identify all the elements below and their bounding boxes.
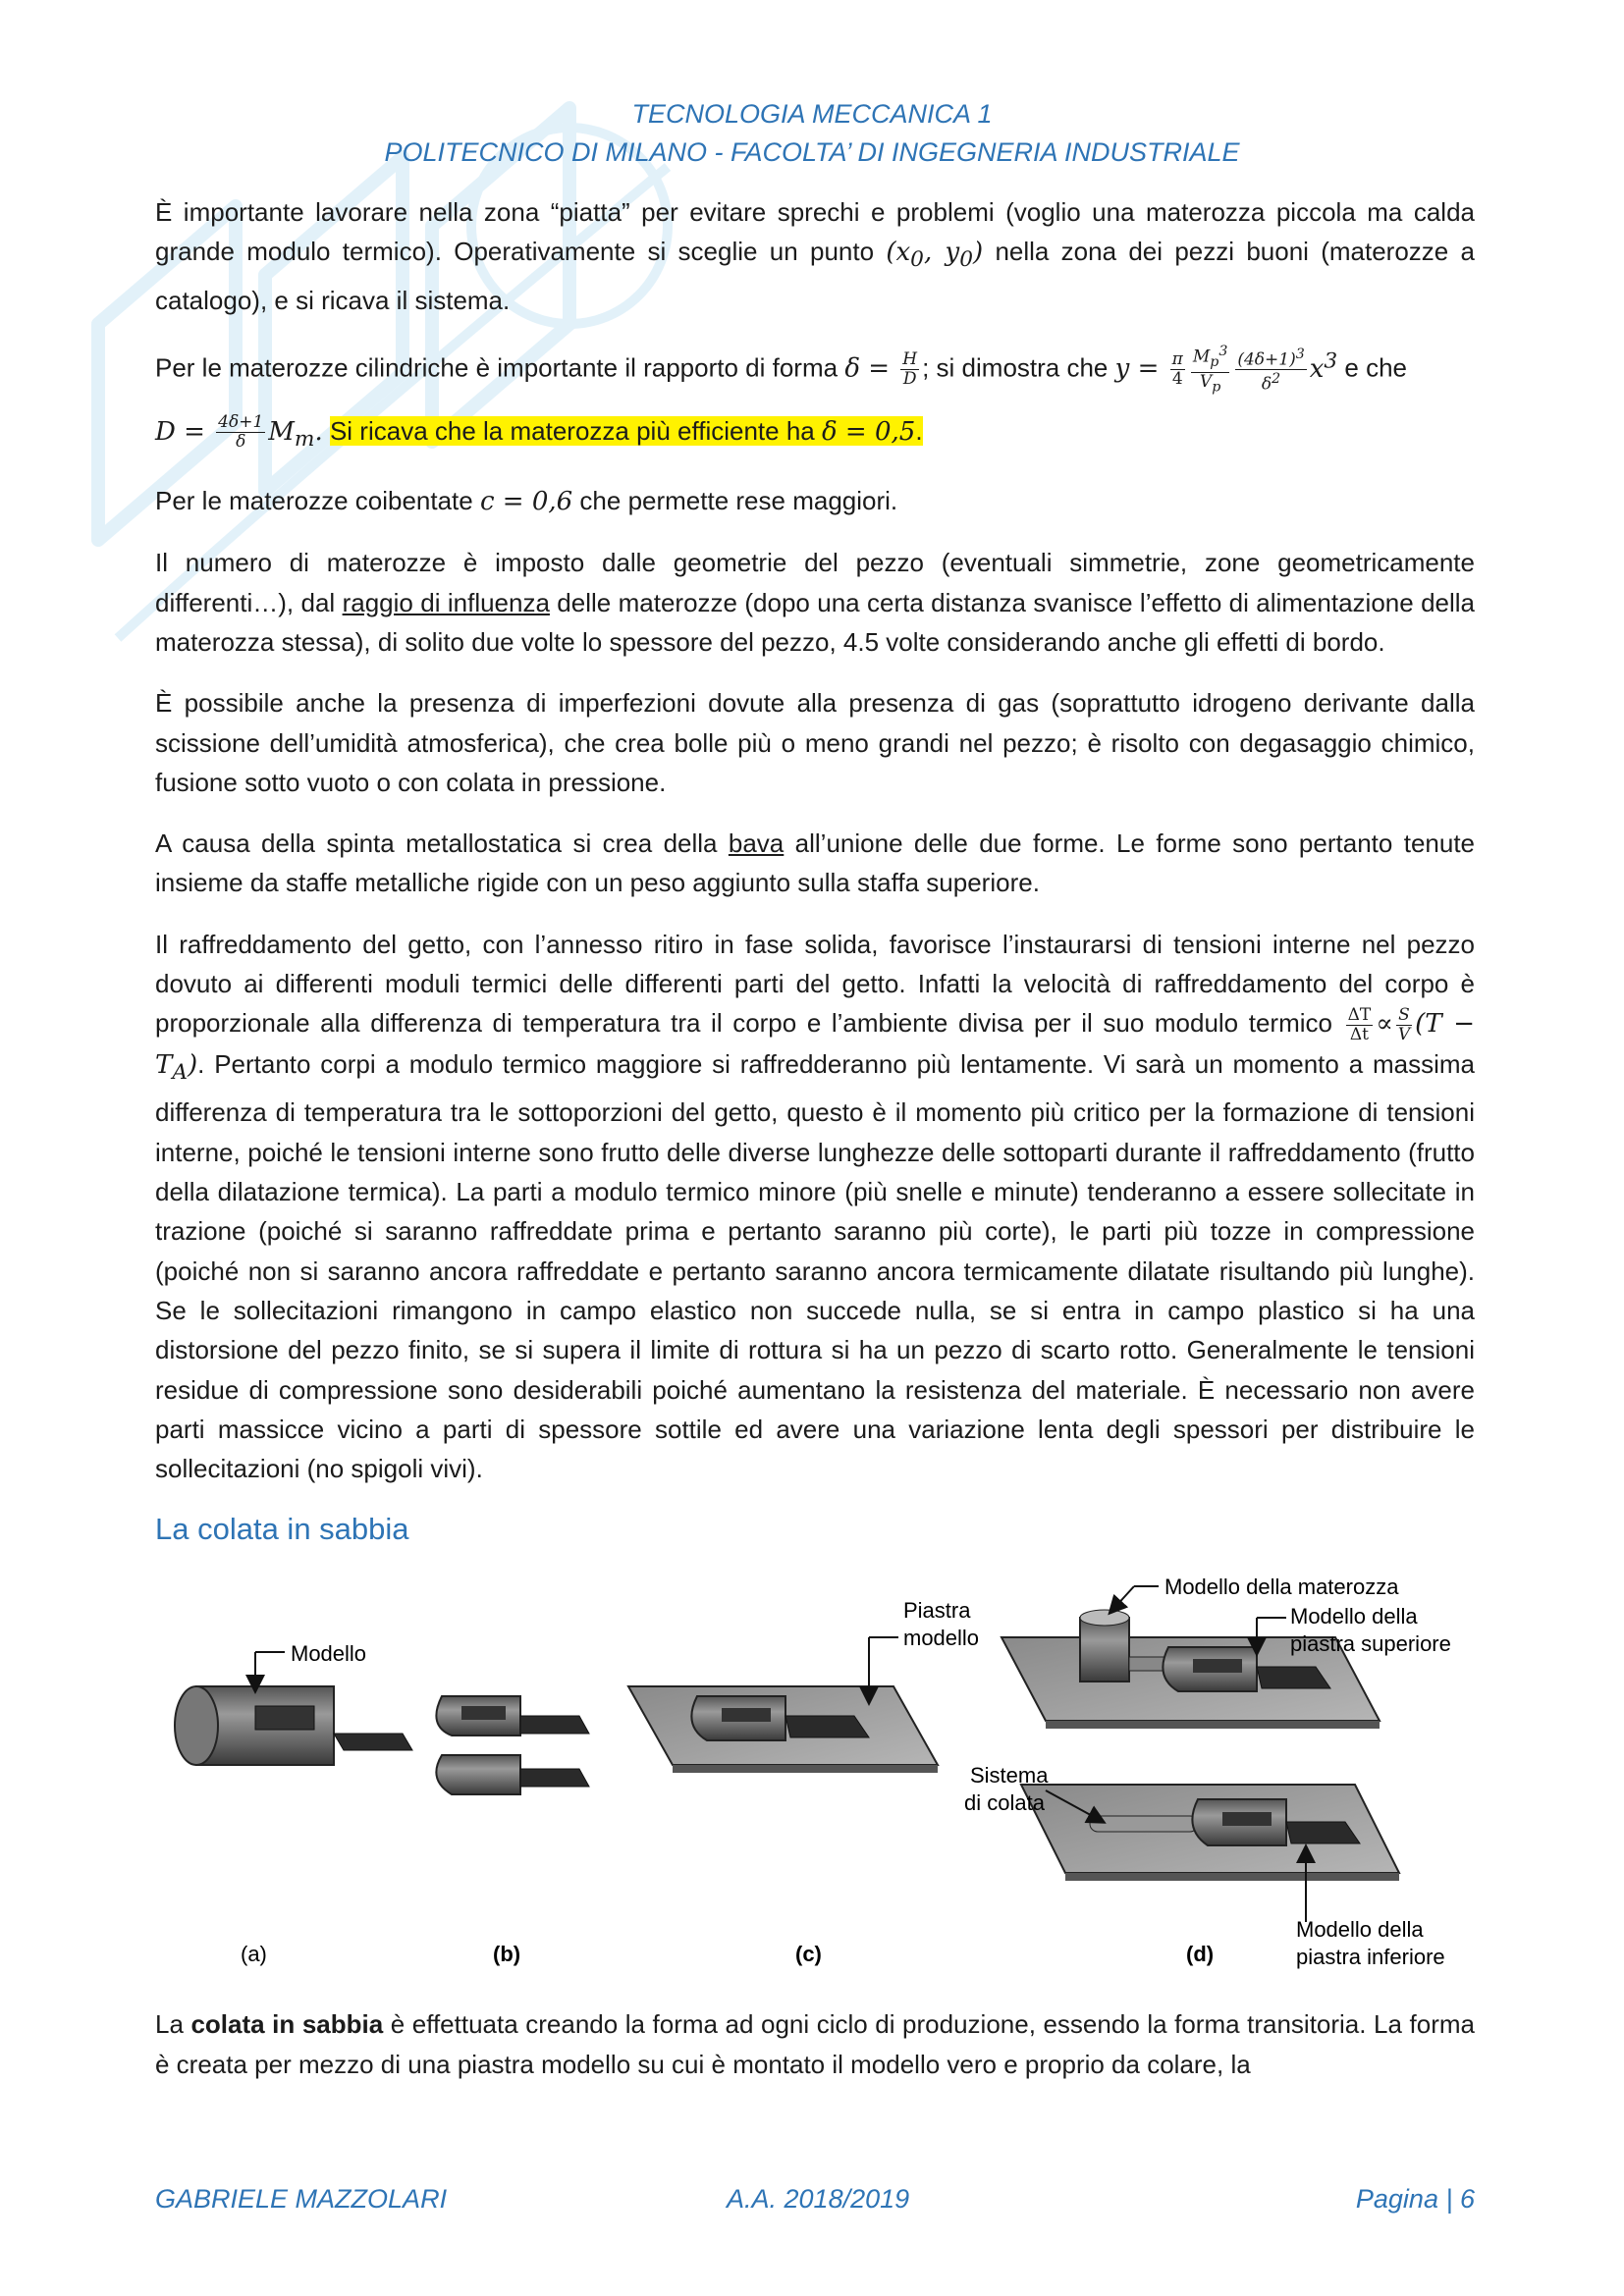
- caption-d: (d): [1186, 1942, 1215, 1967]
- math-x3: $x^3$: [1309, 348, 1338, 384]
- footer-author: GABRIELE MAZZOLARI: [155, 2184, 448, 2214]
- label-di-colata: di colata: [964, 1790, 1045, 1816]
- paragraph-bava: [155, 824, 1475, 903]
- fraction-sv: $\frac{S}{V}$: [1397, 1004, 1411, 1044]
- text-run: che permette rese maggiori.: [572, 486, 898, 516]
- text-run: Per le materozze coibentate: [155, 486, 480, 516]
- math-prop: ∝: [1376, 1009, 1393, 1040]
- bold-term: colata in sabbia: [190, 2009, 384, 2040]
- math-temp: $(T - T_A)$: [155, 1009, 1475, 1086]
- label-modello: Modello: [291, 1641, 367, 1667]
- text-run: Il raffreddamento del getto, con l’annesso ritiro in fase solida, favorisce l’instaurarsi di tensioni interne nel pezzo dovuto ai differenti moduli termici delle differenti parti del getto. Infatti la velocità di raffreddamento del corpo è proporzionale alla differenza di temperatura tra il corpo e l’ambiente divisa per il suo modulo termico: [155, 929, 1475, 1039]
- highlight-efficient: Si ricava che la materozza più efficiente ha δ = 0,5.: [329, 415, 923, 447]
- fraction-h-d: $\frac{H}{D}$: [902, 349, 918, 390]
- footer-page-number: Pagina | 6: [1355, 2184, 1475, 2214]
- text-run: . Pertanto corpi a modulo termico maggiore si raffredderanno più lentamente. Vi sarà un momento a massima differenza di temperatura tra le sottoporzioni del getto, questo è il momento più critico per la formazione di tensioni interne, poiché le tensioni interne sono frutto delle diverse lunghezze delle sottoparti durante il raffreddamento (frutto della dilatazione termica). La parti a modulo termico minore (più snelle e minute) tenderanno a essere sollecitate in trazione (poiché si saranno raffreddate prima e pertanto saranno più corte), le parti più tozze in compressione (poiché non si saranno ancora raffreddate e pertanto saranno ancora termicamente dilatate risultando più lunghe). Se le sollecitazioni rimangono in campo elastico non succede nulla, se si entra in campo plastico si ha una distorsione del pezzo finito, se si supera il limite di rottura si ha un pezzo di scarto rotto. Generalmente le tensioni residue di compressione sono desiderabili poiché aumentano la resistenza del materiale. È necessario non avere parti massicce vicino a parti di spessore sottile ed avere una variazione lenta degli spessori per distribuire le sollecitazioni (no spigoli vivi).: [155, 1048, 1475, 1484]
- paragraph-imperfezioni: È possibile anche la presenza di imperfezioni dovute alla presenza di gas (soprattutto idrogeno derivante dalla scissione dell’umidità atmosferica), che crea bolle più o meno grandi nel pezzo; è risolto con degasaggio chimico, fusione sotto vuoto o con colata in pressione.: [155, 688, 1475, 797]
- figure-part-b: [436, 1696, 589, 1966]
- paragraph-rapporto-forma: [155, 342, 1475, 398]
- header-university: POLITECNICO DI MILANO - FACOLTA’ DI INGEGNERIA INDUSTRIALE: [384, 137, 1240, 167]
- section-title: La colata in sabbia: [155, 1512, 409, 1547]
- text-run: È importante lavorare nella zona “piatta” per evitare sprechi e problemi (voglio una materozza piccola ma calda grande modulo termico). Operativamente si sceglie un punto: [155, 197, 1475, 267]
- fraction-diameter: $\frac{4\delta+1}{\delta}$: [218, 412, 264, 453]
- text-run: è effettuata creando la forma ad ogni ciclo di produzione, essendo la forma transitoria. La forma è creata per mezzo di una piastra modello su cui è montato il modello vero e proprio da colare, la: [155, 2009, 1475, 2079]
- text-run: ; si dimostra che: [922, 352, 1115, 383]
- figure-colata-sabbia: [147, 1559, 1467, 1991]
- underlined-term: bava: [728, 828, 785, 859]
- paragraph-diametro: [155, 411, 1475, 459]
- label-modello-materozza: Modello della materozza: [1164, 1575, 1399, 1600]
- math-y: y =: [1114, 353, 1167, 384]
- text-run: Il numero di materozze è imposto dalle geometrie del pezzo (eventuali simmetrie, zone geometricamente differenti…), dal: [155, 548, 1475, 617]
- figure-part-a: [175, 1641, 412, 1966]
- figure-part-d: [964, 1575, 1451, 1969]
- label-piastra-inferiore: piastra inferiore: [1296, 1945, 1445, 1970]
- paragraph-colata-sabbia: [155, 2004, 1475, 2084]
- paragraph-coibentate: [155, 481, 1475, 521]
- math-point: ($x_0$, $y_0$): [886, 238, 984, 273]
- text-run: La: [155, 2009, 191, 2040]
- fraction-dt: $\frac{\Delta T}{\Delta t}$: [1347, 1004, 1372, 1044]
- paragraph-numero-materozze: [155, 543, 1475, 662]
- fraction-pi-4: $\frac{\pi}{4}$: [1171, 349, 1183, 390]
- page-body: [155, 192, 1475, 2106]
- fraction-mp-vp: $\frac{M_p^3}{V_p}$: [1192, 344, 1228, 396]
- math-c: c = 0,6: [479, 487, 573, 517]
- header-course-title: TECNOLOGIA MECCANICA 1: [631, 99, 993, 129]
- text-run: e che: [1337, 352, 1408, 383]
- text-run: all’unione delle due forme. Le forme sono pertanto tenute insieme da staffe metalliche rigide con un peso aggiunto sulla staffa superiore.: [155, 828, 1476, 898]
- caption-c: (c): [795, 1942, 822, 1967]
- paragraph-raffreddamento: [155, 925, 1475, 1489]
- paragraph-zona-piatta: [155, 192, 1475, 320]
- text-run: delle materozze (dopo una certa distanza svanisce l’effetto di alimentazione della materozza stessa), di solito due volte lo spessore del pezzo, 4.5 volte considerando anche gli effetti di bordo.: [155, 587, 1476, 657]
- underlined-term: raggio di influenza: [342, 587, 550, 617]
- text-run: Per le materozze cilindriche è importante il rapporto di forma: [155, 352, 845, 383]
- label-piastra-modello: modello: [903, 1626, 980, 1651]
- fraction-delta: $\frac{(4\delta+1)^3}{\delta^2}$: [1237, 346, 1305, 396]
- label-sistema: Sistema: [970, 1763, 1049, 1789]
- math-d: D =: [155, 416, 214, 447]
- caption-b: (b): [493, 1942, 521, 1967]
- label-piastra-superiore: piastra superiore: [1290, 1631, 1451, 1657]
- label-modello-della-inf: Modello della: [1296, 1917, 1424, 1943]
- footer-year: A.A. 2018/2019: [727, 2184, 910, 2214]
- label-modello-della-sup: Modello della: [1290, 1604, 1418, 1629]
- math-delta: δ =: [844, 353, 898, 384]
- text-run: nella zona dei pezzi buoni (materozze a catalogo), e si ricava il sistema.: [155, 237, 1476, 315]
- figure-part-c: [628, 1598, 979, 1966]
- math-mm: $M_m$.: [268, 416, 323, 452]
- figure-drawing: [147, 1559, 1467, 1991]
- caption-a: (a): [241, 1942, 267, 1967]
- text-run: A causa della spinta metallostatica si crea della: [155, 828, 729, 859]
- label-piastra: Piastra: [903, 1598, 971, 1624]
